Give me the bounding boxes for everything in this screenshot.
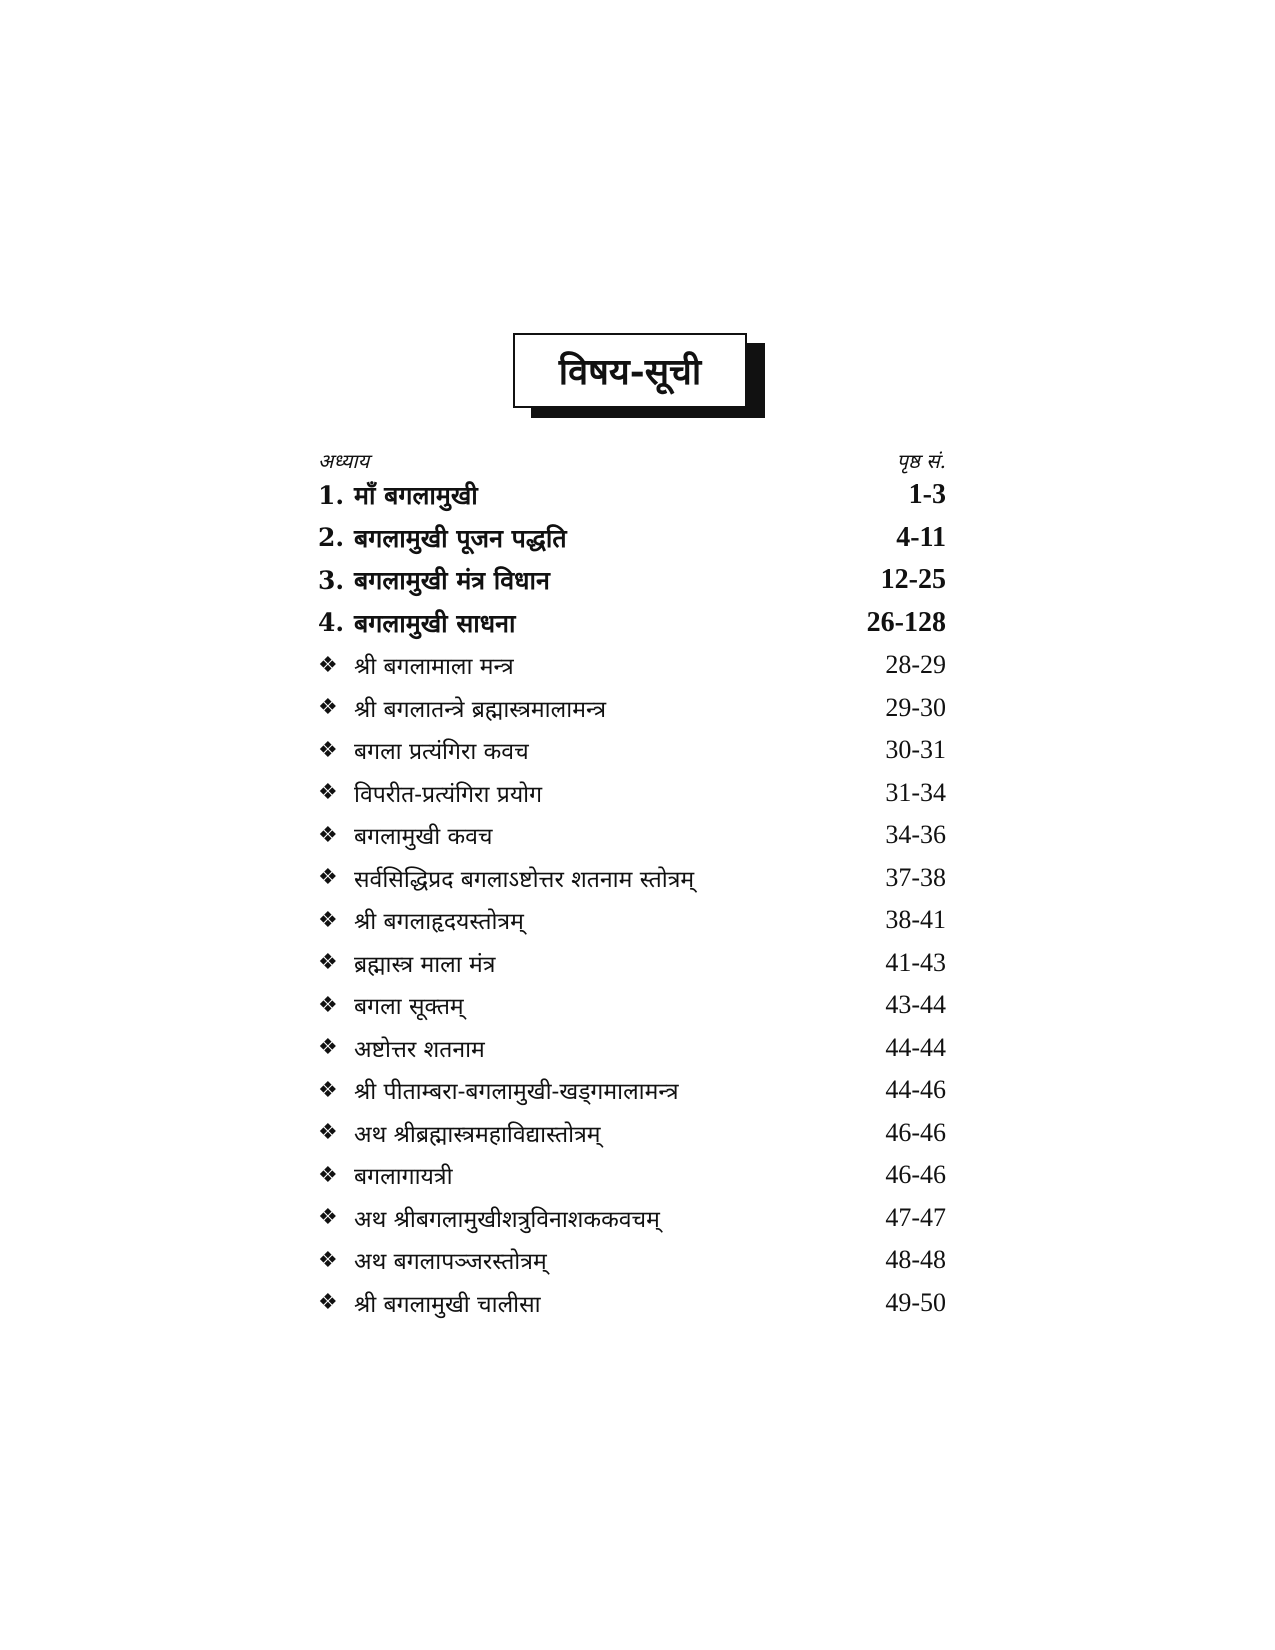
toc-item[interactable] xyxy=(318,1069,946,1112)
chapter-page-range: 1-3 xyxy=(908,479,946,511)
diamond-bullet-icon: ❖ xyxy=(318,1162,338,1188)
page-column-label: पृष्ठ सं. xyxy=(896,449,946,473)
toc-item[interactable] xyxy=(318,1027,946,1070)
page-title: विषय-सूची xyxy=(513,333,747,408)
item-title-group xyxy=(318,819,493,851)
toc-item[interactable] xyxy=(318,814,946,857)
chapter-number: 4. xyxy=(318,608,345,638)
toc-item[interactable] xyxy=(318,687,946,730)
item-title-group xyxy=(318,862,694,894)
item-title: श्री बगलामुखी चालीसा xyxy=(354,1291,541,1318)
table-of-contents xyxy=(318,440,946,1324)
item-title-group xyxy=(318,1032,485,1064)
toc-chapter[interactable] xyxy=(318,517,946,560)
item-page-range: 47-47 xyxy=(885,1202,946,1232)
chapter-title: माँ बगलामुखी xyxy=(354,481,478,511)
item-title: बगलामुखी कवच xyxy=(354,824,493,851)
toc-chapter[interactable] xyxy=(318,602,946,645)
item-page-range: 29-30 xyxy=(885,692,946,722)
diamond-bullet-icon: ❖ xyxy=(318,907,338,933)
item-title: बगला सूक्तम् xyxy=(354,994,464,1021)
item-title-group xyxy=(318,947,496,979)
diamond-bullet-icon: ❖ xyxy=(318,652,338,678)
chapter-column-label: अध्याय xyxy=(318,449,370,473)
diamond-bullet-icon: ❖ xyxy=(318,865,338,891)
item-page-range: 48-48 xyxy=(885,1245,946,1275)
item-page-range: 43-44 xyxy=(885,990,946,1020)
chapter-page-range: 26-128 xyxy=(866,606,946,638)
diamond-bullet-icon: ❖ xyxy=(318,1035,338,1061)
toc-item[interactable] xyxy=(318,1282,946,1325)
chapter-title: बगलामुखी मंत्र विधान xyxy=(354,566,550,596)
diamond-bullet-icon: ❖ xyxy=(318,737,338,763)
item-title-group xyxy=(318,989,464,1021)
item-title: श्री बगलामाला मन्त्र xyxy=(354,654,514,681)
chapter-title-group xyxy=(318,606,515,640)
chapter-number: 3. xyxy=(318,565,345,595)
item-title-group xyxy=(318,1074,679,1106)
diamond-bullet-icon: ❖ xyxy=(318,950,338,976)
chapter-title: बगलामुखी पूजन पद्धति xyxy=(354,523,567,553)
item-title-group xyxy=(318,904,524,936)
diamond-bullet-icon: ❖ xyxy=(318,1077,338,1103)
diamond-bullet-icon: ❖ xyxy=(318,780,338,806)
item-page-range: 31-34 xyxy=(885,777,946,807)
item-title: श्री बगलाहृदयस्तोत्रम् xyxy=(354,909,524,936)
item-title-group xyxy=(318,1202,660,1234)
toc-item[interactable] xyxy=(318,857,946,900)
chapter-title-group xyxy=(318,478,478,512)
toc-item[interactable] xyxy=(318,729,946,772)
toc-item[interactable] xyxy=(318,1154,946,1197)
item-title-group xyxy=(318,1287,541,1319)
item-title-group xyxy=(318,777,542,809)
item-title-group xyxy=(318,734,529,766)
diamond-bullet-icon: ❖ xyxy=(318,1205,338,1231)
chapter-title-group xyxy=(318,521,567,555)
toc-item[interactable] xyxy=(318,1197,946,1240)
toc-item[interactable] xyxy=(318,984,946,1027)
item-title: विपरीत-प्रत्यंगिरा प्रयोग xyxy=(354,781,543,808)
item-page-range: 49-50 xyxy=(885,1287,946,1317)
item-title: अथ बगलापञ्जरस्तोत्रम् xyxy=(354,1249,547,1276)
item-title: श्री बगलातन्त्रे ब्रह्मास्त्रमालामन्त्र xyxy=(354,696,607,723)
diamond-bullet-icon: ❖ xyxy=(318,1120,338,1146)
item-title: सर्वसिद्धिप्रद बगलाऽष्टोत्तर शतनाम स्तोत्रम् xyxy=(354,866,695,893)
item-page-range: 46-46 xyxy=(885,1160,946,1190)
item-title: अथ श्रीबगलामुखीशत्रुविनाशककवचम् xyxy=(354,1206,660,1233)
item-page-range: 37-38 xyxy=(885,862,946,892)
chapter-number: 2. xyxy=(318,523,345,553)
chapter-page-range: 12-25 xyxy=(880,564,946,596)
toc-item[interactable] xyxy=(318,1112,946,1155)
item-page-range: 28-29 xyxy=(885,650,946,680)
chapter-page-range: 4-11 xyxy=(896,521,946,553)
toc-header xyxy=(318,440,946,474)
item-page-range: 30-31 xyxy=(885,735,946,765)
item-title: बगलागायत्री xyxy=(354,1164,453,1191)
item-page-range: 46-46 xyxy=(885,1117,946,1147)
item-page-range: 34-36 xyxy=(885,820,946,850)
item-title: श्री पीताम्बरा-बगलामुखी-खड्गमालामन्त्र xyxy=(354,1079,679,1106)
chapter-title: बगलामुखी साधना xyxy=(354,608,516,638)
toc-item[interactable] xyxy=(318,899,946,942)
chapter-number: 1. xyxy=(318,480,345,510)
item-title-group xyxy=(318,1117,601,1149)
toc-chapter[interactable] xyxy=(318,559,946,602)
item-title: ब्रह्मास्त्र माला मंत्र xyxy=(354,951,496,978)
item-title-group xyxy=(318,692,606,724)
diamond-bullet-icon: ❖ xyxy=(318,1247,338,1273)
diamond-bullet-icon: ❖ xyxy=(318,695,338,721)
toc-item[interactable] xyxy=(318,644,946,687)
item-title-group xyxy=(318,1244,547,1276)
toc-item[interactable] xyxy=(318,772,946,815)
toc-item[interactable] xyxy=(318,1239,946,1282)
title-block xyxy=(513,333,747,408)
chapter-title-group xyxy=(318,563,550,597)
toc-item[interactable] xyxy=(318,942,946,985)
diamond-bullet-icon: ❖ xyxy=(318,822,338,848)
item-title: अष्टोत्तर शतनाम xyxy=(354,1036,485,1063)
item-page-range: 44-46 xyxy=(885,1075,946,1105)
toc-chapter[interactable] xyxy=(318,474,946,517)
diamond-bullet-icon: ❖ xyxy=(318,992,338,1018)
item-page-range: 44-44 xyxy=(885,1032,946,1062)
item-page-range: 41-43 xyxy=(885,947,946,977)
item-title: अथ श्रीब्रह्मास्त्रमहाविद्यास्तोत्रम् xyxy=(354,1121,601,1148)
diamond-bullet-icon: ❖ xyxy=(318,1290,338,1316)
item-page-range: 38-41 xyxy=(885,905,946,935)
item-title-group xyxy=(318,1159,453,1191)
item-title: बगला प्रत्यंगिरा कवच xyxy=(354,739,529,766)
item-title-group xyxy=(318,649,514,681)
